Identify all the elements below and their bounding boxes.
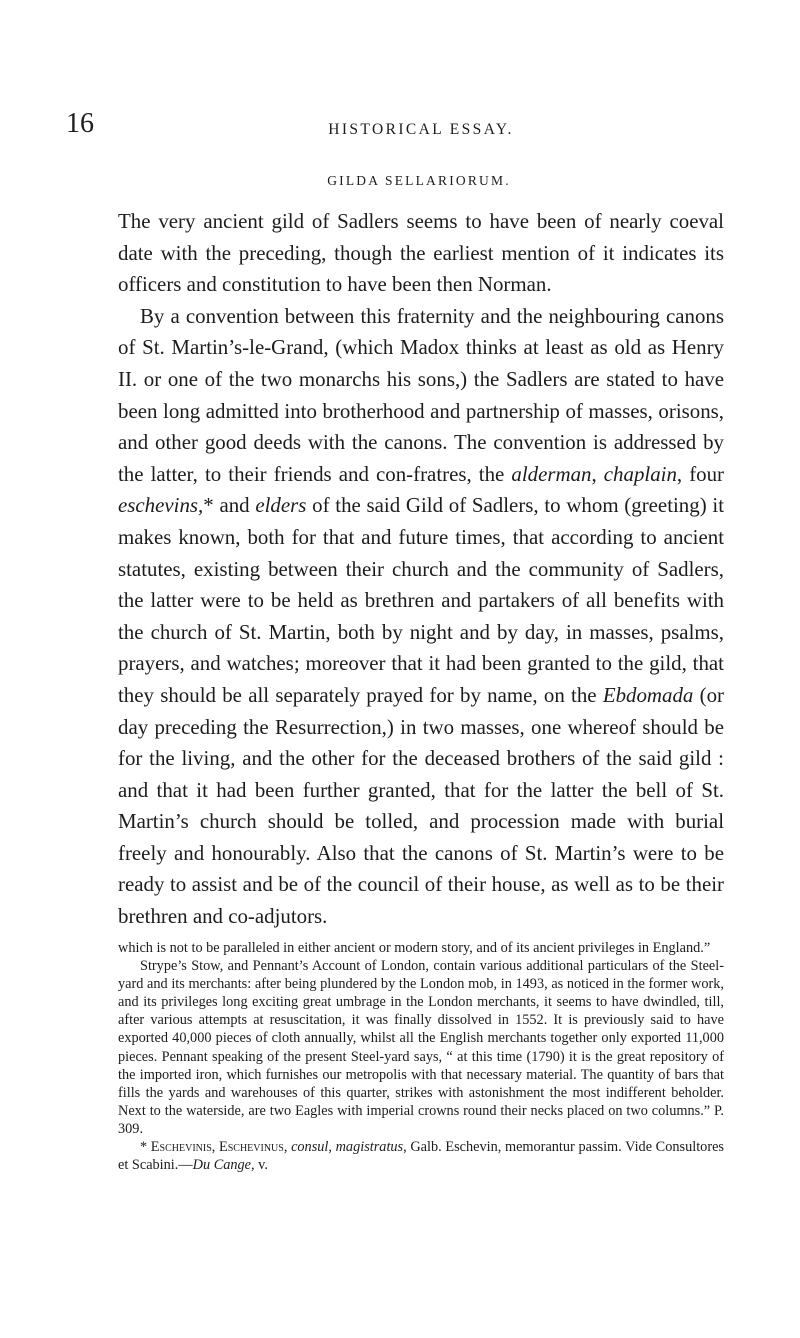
paragraph-2-text: , four <box>676 461 724 486</box>
italic-chaplain: chaplain <box>603 461 677 486</box>
footnote-star-mark: * <box>140 1139 151 1156</box>
footnote-gloss: consul, magistratus <box>291 1139 404 1156</box>
paragraph-2-text: of the said Gild of Sadlers, to whom (greeting) it makes known, both for that and future times, that according to ancient statutes, existing between their church and the community of Sadlers, the latter were to be held as brethren and partakers of all benefits with the church of St. Martin, both by night and by day, in masses, psalms, prayers, and watches; moreover that it had been granted to the gild, that they should be all separately prayed for by name, on the <box>118 493 724 707</box>
paragraph-2 <box>118 301 724 933</box>
italic-ebdomada: Ebdomada <box>602 682 694 707</box>
footnote-term: Eschevinis <box>150 1139 212 1156</box>
footnote-eschevins <box>118 1138 724 1174</box>
italic-elders: elders <box>255 493 307 518</box>
paragraph-2-text: and <box>213 493 256 518</box>
paragraph-2-text: By a convention between this fraternity and the neighbouring canons of St. Martin’s-le-Grand, (which Madox thinks at least as old as Henry II. or one of the two monarchs his sons,) the Sadlers are stated to have been long admitted into brotherhood and partnership of masses, orisons, and other good deeds with the canons. The convention is addressed by the latter, to their friends and con-fratres, the <box>118 303 724 486</box>
footnote-strype: Strype’s Stow, and Pennant’s Account of London, contain various additional particulars of the Steel-yard and its merchants: after being plundered by the London mob, in 1493, as noticed in the former work, and its privileges long exciting great umbrage in the London merchants, it seems to have dwindled, till, after various attempts at resuscitation, it was finally dissolved in 1552. It is previously said to have exported 40,000 pieces of cloth annually, whilst all the English merchants together only exported 11,000 pieces. Pennant speaking of the present Steel-yard says, “ at this time (1790) it is the great repository of the imported iron, which furnishes our metropolis with that necessary material. The quantity of bars that fills the yards and warehouses of this quarter, strikes with astonishment the most indifferent beholder. Next to the waterside, are two Eagles with imperial crowns round their necks placed on two columns.” P. 309. <box>118 958 724 1137</box>
footnote-term: Eschevinus <box>218 1139 284 1156</box>
footnote-text: , Galb. Eschevin, memorantur passim. Vide Consultores et Scabini.— <box>118 1139 724 1174</box>
footnote-text: , v. <box>251 1157 268 1174</box>
running-head: HISTORICAL ESSAY. <box>328 121 514 138</box>
footnote-separator: , <box>211 1139 219 1156</box>
paragraph-2-text: (or day preceding the Resurrection,) in two masses, one whereof should be for the living, and the other for the deceased brothers of the said gild : and that it had been further granted, that for the latter the bell of St. Martin’s church should be tolled, and procession made with burial freely and honourably. Also that the canons of St. Martin’s were to be ready to assist and be of the council of their house, as well as to be their brethren and co-adjutors. <box>118 682 724 929</box>
footnote-source: Du Cange <box>192 1157 252 1174</box>
italic-alderman: alderman <box>511 461 592 486</box>
body-text <box>118 206 724 933</box>
footnote-continuation: which is not to be paralleled in either ancient or modern story, and of its ancient privileges in England.” <box>118 940 711 956</box>
paragraph-2-comma: , <box>591 461 604 486</box>
footnotes <box>118 939 724 1174</box>
italic-eschevins: eschevins, <box>118 493 204 518</box>
footnote-separator: , <box>283 1139 292 1156</box>
footnote-mark: * <box>203 493 214 518</box>
page-number: 16 <box>66 108 94 139</box>
paragraph-1: The very ancient gild of Sadlers seems to have been of nearly coeval date with the preceding, though the earliest mention of it indicates its officers and constitution to have been then Norman. <box>118 209 724 297</box>
section-title: GILDA SELLARIORUM. <box>327 173 511 188</box>
